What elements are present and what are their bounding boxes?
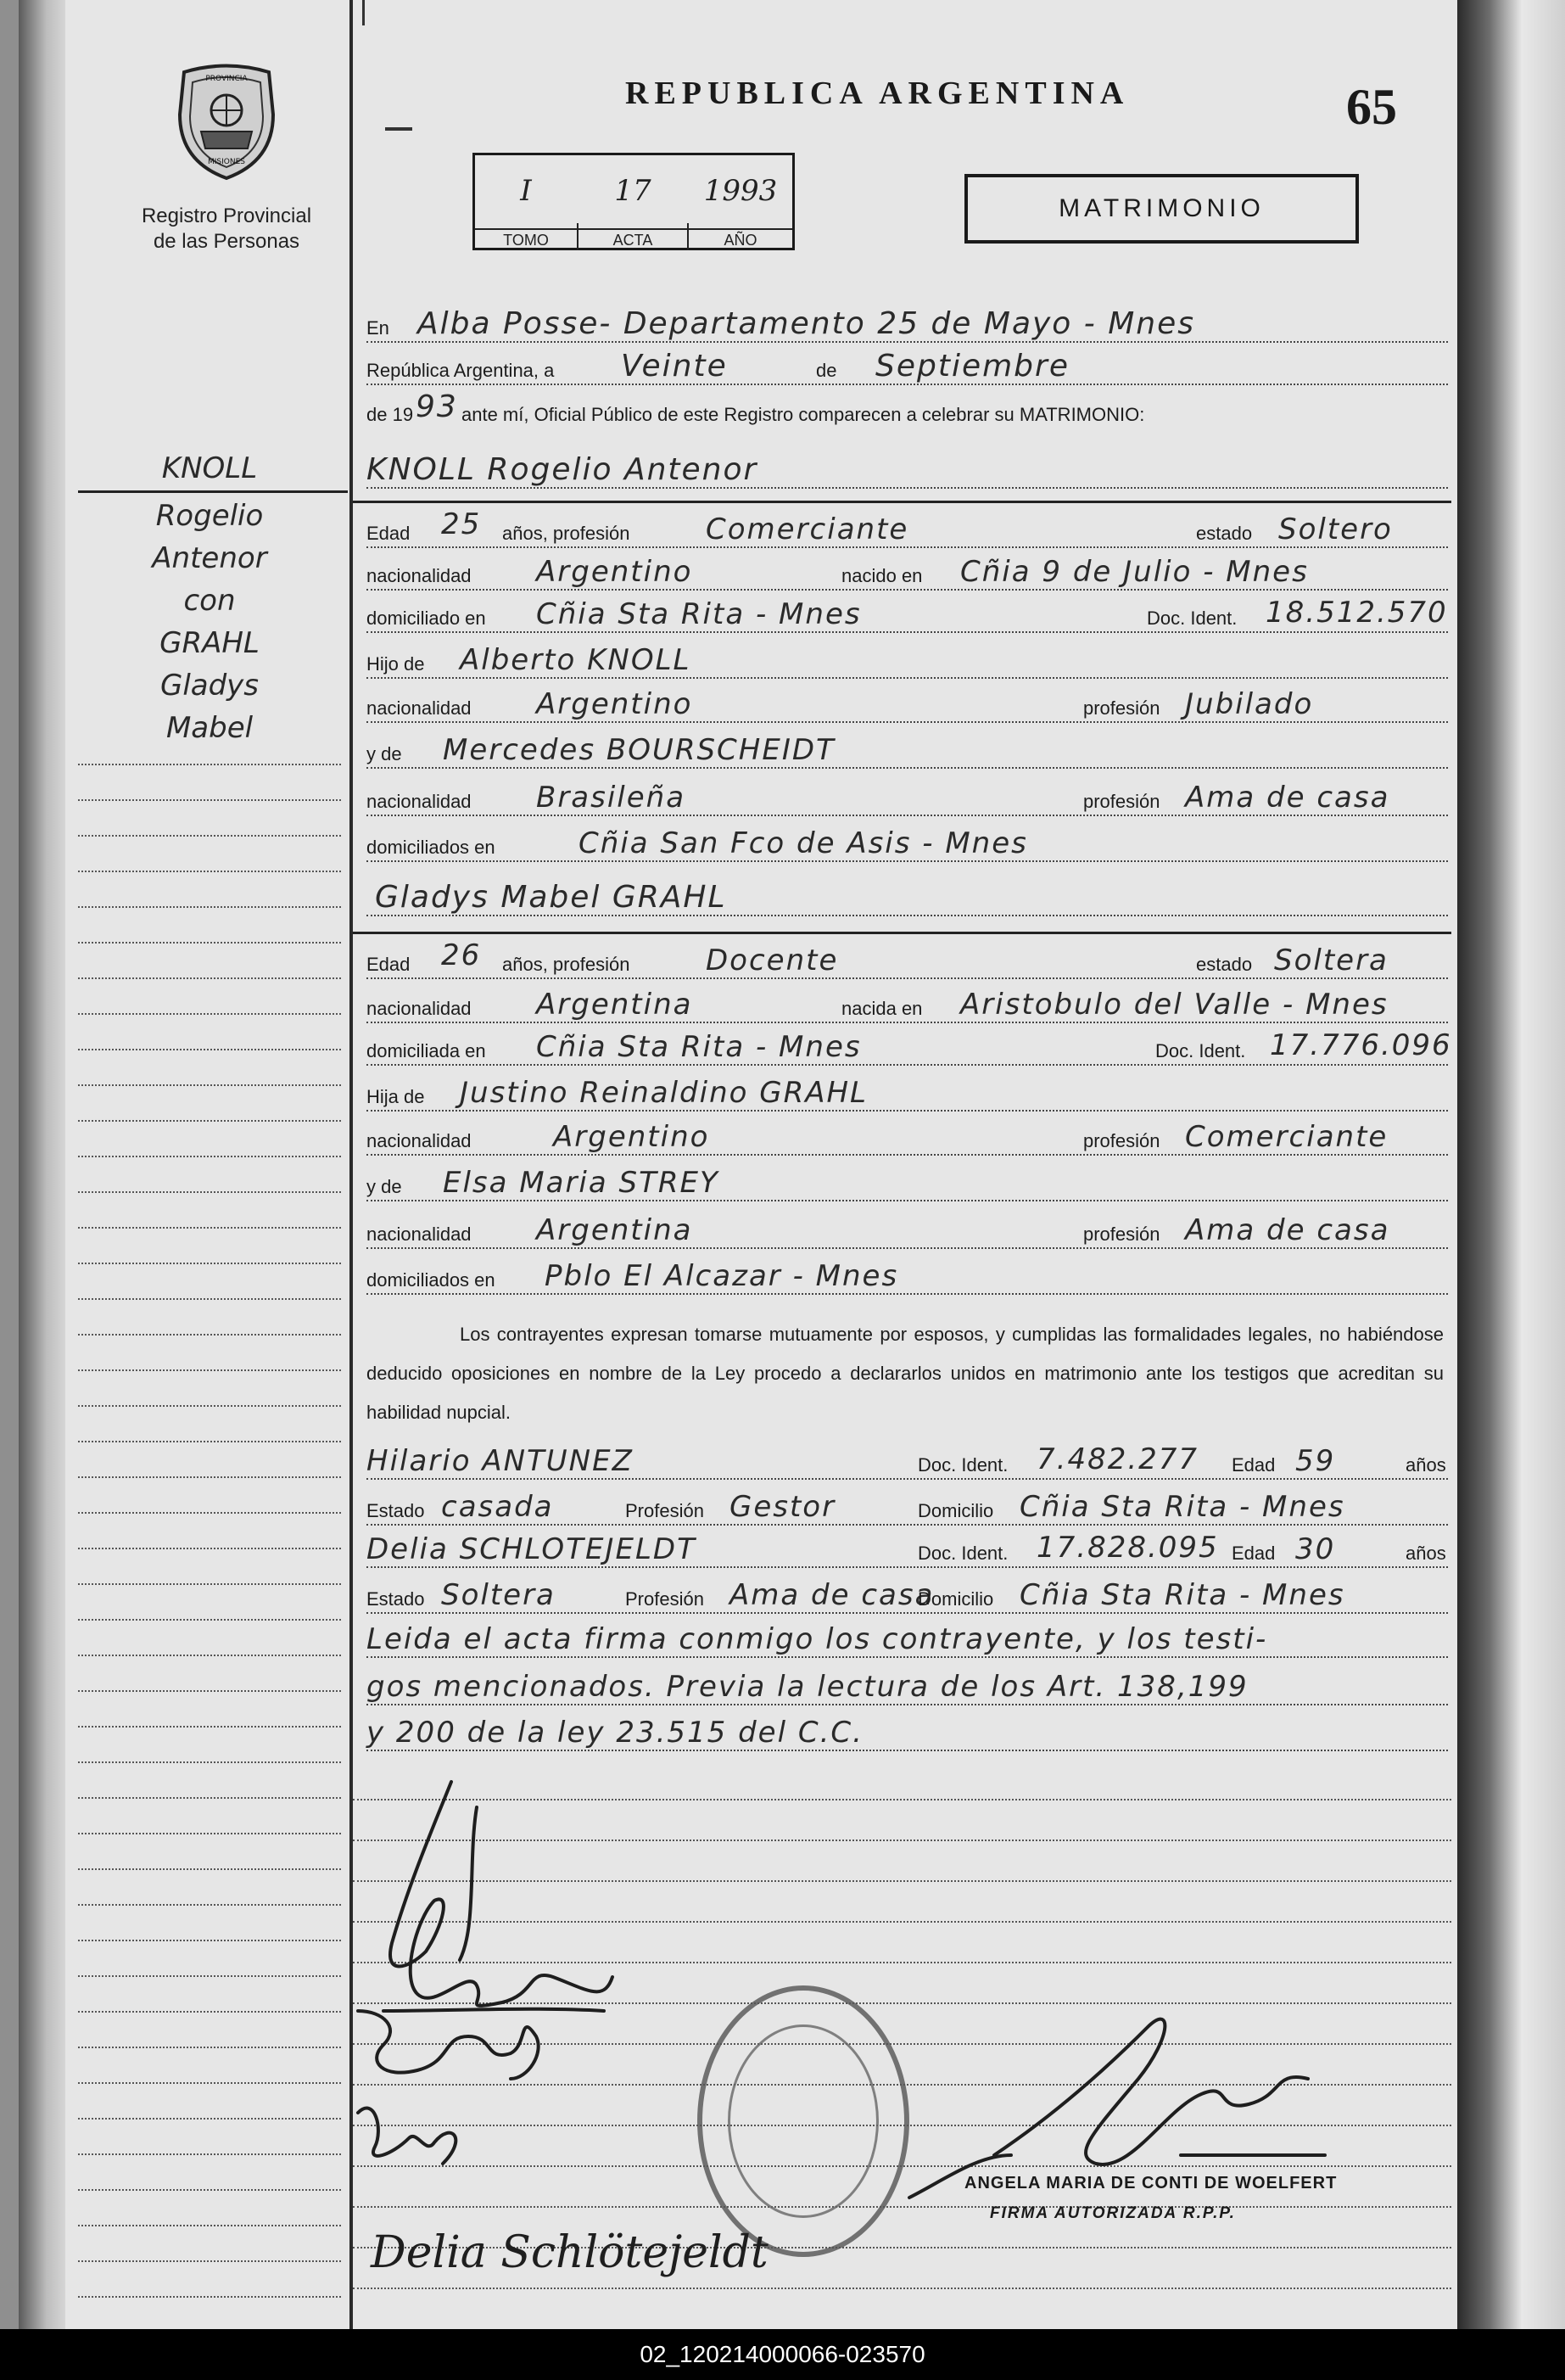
margin-ruled-line	[78, 1084, 341, 1086]
doc-label: Doc. Ident.	[1155, 1040, 1246, 1061]
anos-label: años	[1406, 1454, 1446, 1476]
margin-ruled-line	[78, 2082, 341, 2084]
dotted-line	[366, 977, 1448, 979]
month-value: Septiembre	[875, 349, 1070, 384]
witness-1-doc: 7.482.277	[1037, 1442, 1199, 1476]
bride-nacida-en: Aristobulo del Valle - Mnes	[960, 988, 1389, 1022]
margin-name-line: Mabel	[165, 711, 254, 745]
stamp-inner-ring	[728, 2024, 879, 2218]
margin-ruled-line	[78, 1690, 341, 1692]
margin-ruled-line	[78, 2189, 341, 2191]
closing-note-row	[366, 1714, 1448, 1756]
page-number: 65	[1346, 79, 1397, 135]
domicilio-label: Domicilio	[918, 1588, 994, 1610]
nacionalidad-label: nacionalidad	[366, 1224, 472, 1245]
margin-ruled-line	[78, 2260, 341, 2262]
officer-signature	[994, 2019, 1308, 2164]
margin-ruled-line	[78, 942, 341, 944]
bride-padres-domicilio: Pblo El Alcazar - Mnes	[545, 1259, 899, 1293]
dash-mark	[385, 127, 412, 131]
dotted-line	[366, 1478, 1448, 1480]
margin-ruled-line	[78, 835, 341, 837]
domicilio-label: domiciliada en	[366, 1040, 486, 1061]
dotted-line	[366, 487, 1448, 489]
margin-ruled-line	[78, 1904, 341, 1906]
witness-2-details-row	[366, 1576, 1448, 1619]
margin-name-line: Rogelio	[155, 499, 264, 533]
profesion-label: profesión	[1083, 1130, 1160, 1151]
acta-label: ACTA	[578, 228, 687, 242]
top-divider	[362, 0, 365, 25]
profesion-label: Profesión	[625, 1588, 704, 1610]
margin-ruled-line	[78, 2047, 341, 2048]
margin-ruled-line	[78, 1369, 341, 1371]
margin-ruled-line	[78, 1476, 341, 1478]
bride-full-name: Gladys Mabel GRAHL	[375, 880, 727, 915]
groom-doc: 18.512.570	[1266, 596, 1448, 630]
bride-estado: Soltera	[1274, 944, 1389, 977]
margin-ruled-line	[78, 977, 341, 979]
padres-dom-label: domiciliados en	[366, 1269, 495, 1291]
dotted-line	[366, 1064, 1448, 1066]
witness-1-signature	[358, 2108, 456, 2164]
profesion-label: años, profesión	[502, 523, 630, 544]
groom-padres-domicilio: Cñia San Fco de Asis - Mnes	[578, 826, 1028, 860]
margin-ruled-line	[78, 2118, 341, 2120]
margin-ruled-line	[78, 1975, 341, 1977]
nacionalidad-label: nacionalidad	[366, 791, 472, 812]
certificate-page	[19, 0, 1476, 2329]
dotted-line	[366, 1612, 1448, 1614]
dotted-line	[366, 1022, 1448, 1023]
bride-padre-profesion: Comerciante	[1185, 1120, 1389, 1154]
groom-mother-row	[366, 731, 1448, 774]
edad-label: Edad	[1232, 1543, 1276, 1564]
margin-ruled-line	[78, 1227, 341, 1229]
anos-label: años	[1406, 1543, 1446, 1564]
padre-label: Hija de	[366, 1086, 425, 1107]
nacido-label: nacido en	[841, 565, 923, 586]
anio-cell	[689, 155, 792, 250]
closing-note-line: gos mencionados. Previa la lectura de los Art. 138,199	[366, 1670, 1249, 1704]
dotted-line	[366, 860, 1448, 862]
intro-statement-row	[366, 389, 1448, 434]
margin-ruled-line	[78, 871, 341, 872]
place-value: Alba Posse- Departamento 25 de Mayo - Mnes	[417, 306, 1195, 341]
margin-ruled-line	[78, 1548, 341, 1549]
bride-doc: 17.776.096	[1270, 1028, 1452, 1062]
provincial-seal-icon	[167, 64, 286, 182]
groom-nacionalidad: Argentino	[536, 555, 693, 589]
declaration-text: Los contrayentes expresan tomarse mutuamente por esposos, y cumplidas las formalidades legales, no habiéndose deducido oposiciones en nombre de la Ley procedo a declararlos unidos en matrimonio ante los testigos que acreditan su habilidad nupcial.	[366, 1324, 1444, 1423]
domicilio-label: domiciliado en	[366, 608, 486, 629]
bride-madre-profesion: Ama de casa	[1185, 1213, 1390, 1247]
acta-value: 17	[614, 174, 651, 208]
margin-ruled-line	[78, 1334, 341, 1336]
groom-edad: 25	[441, 507, 482, 541]
margin-ruled-line	[78, 1191, 341, 1193]
groom-name-row	[366, 451, 1448, 494]
madre-label: y de	[366, 1176, 402, 1197]
margin-ruled-line	[78, 2296, 341, 2298]
margin-ruled-line	[78, 1405, 341, 1407]
svg-text:PROVINCIA: PROVINCIA	[205, 75, 248, 83]
groom-padre-profesion: Jubilado	[1185, 687, 1314, 721]
bride-edad: 26	[441, 938, 482, 972]
nacionalidad-label: nacionalidad	[366, 1130, 472, 1151]
groom-age-row	[366, 507, 1448, 553]
groom-nationality-row	[366, 553, 1448, 596]
bride-madre: Elsa Maria STREY	[443, 1166, 719, 1200]
day-value: Veinte	[621, 349, 728, 384]
officer-role: FIRMA AUTORIZADA R.P.P.	[990, 2204, 1236, 2222]
dotted-line	[366, 1656, 1448, 1658]
bride-mother-nationality-row	[366, 1212, 1448, 1254]
margin-ruled-line	[78, 1512, 341, 1514]
margin-name-line: Antenor	[152, 541, 267, 575]
margin-ruled-line	[78, 764, 341, 765]
margin-divider	[78, 490, 348, 493]
witness-2-name: Delia SCHLOTEJELDT	[366, 1532, 696, 1566]
nacionalidad-label: nacionalidad	[366, 998, 472, 1019]
bride-nationality-row	[366, 986, 1448, 1028]
groom-padre: Alberto KNOLL	[460, 643, 691, 677]
registry-name-line2: de las Personas	[153, 230, 300, 253]
dotted-line	[366, 546, 1448, 548]
closing-note-row	[366, 1621, 1448, 1663]
estado-label: Estado	[366, 1588, 425, 1610]
bride-domicile-row	[366, 1028, 1452, 1071]
witness-1-edad: 59	[1295, 1444, 1336, 1478]
margin-ruled-line	[78, 906, 341, 908]
margin-name-line: GRAHL	[159, 626, 260, 660]
acta-cell	[578, 155, 687, 250]
dotted-line	[366, 1200, 1448, 1201]
witness-1-row	[366, 1442, 1448, 1485]
closing-note-row	[366, 1668, 1448, 1711]
tomo-value: I	[520, 174, 532, 208]
margin-name-surname: KNOLL	[161, 451, 258, 485]
record-type-box: MATRIMONIO	[964, 174, 1359, 244]
margin-ruled-line	[78, 1761, 341, 1763]
groom-father-nationality-row	[366, 686, 1448, 728]
witness-2-signature: Delia Schlötejeldt	[371, 2227, 769, 2278]
bride-profesion: Docente	[706, 944, 839, 977]
margin-ruled-line	[78, 1797, 341, 1799]
edad-label: Edad	[1232, 1454, 1276, 1476]
margin-name-line: Gladys	[159, 669, 260, 703]
witness-1-name: Hilario ANTUNEZ	[366, 1444, 634, 1478]
witness-2-domicilio: Cñia Sta Rita - Mnes	[1020, 1578, 1345, 1612]
bride-domicilio: Cñia Sta Rita - Mnes	[536, 1030, 862, 1064]
bride-mother-row	[366, 1164, 1448, 1207]
estado-label: Estado	[366, 1500, 425, 1521]
doc-label: Doc. Ident.	[918, 1454, 1009, 1476]
dotted-line	[366, 384, 1448, 385]
margin-ruled-line	[78, 1298, 341, 1300]
margin-ruled-line	[78, 1156, 341, 1157]
bride-padre-nacionalidad: Argentino	[553, 1120, 710, 1154]
margin-ruled-line	[78, 2153, 341, 2155]
intro-place-row	[366, 305, 1448, 348]
nacionalidad-label: nacionalidad	[366, 565, 472, 586]
anio-value: 1993	[703, 174, 778, 208]
dotted-line	[366, 767, 1448, 769]
year-suffix: 93	[416, 389, 458, 424]
de-label: de	[816, 360, 837, 381]
en-label: En	[366, 317, 389, 339]
dotted-line	[366, 1524, 1448, 1526]
book-binding	[19, 0, 65, 2329]
groom-madre-profesion: Ama de casa	[1185, 781, 1390, 815]
scan-footer-id: 02_120214000066-023570	[0, 2329, 1565, 2380]
groom-mother-nationality-row	[366, 779, 1448, 821]
dotted-line	[366, 1750, 1448, 1751]
bride-age-row	[366, 938, 1448, 984]
groom-padre-nacionalidad: Argentino	[536, 687, 693, 721]
bride-nacionalidad: Argentina	[536, 988, 693, 1022]
groom-domicile-row	[366, 596, 1448, 638]
edad-label: Edad	[366, 523, 411, 544]
dotted-line	[366, 1110, 1448, 1112]
margin-ruled-line	[78, 1013, 341, 1015]
witness-2-row	[366, 1531, 1448, 1573]
margin-ruled-line	[78, 1049, 341, 1050]
margin-ruled-line	[78, 1833, 341, 1834]
profesion-label: años, profesión	[502, 954, 630, 975]
groom-parents-domicile-row	[366, 825, 1448, 867]
dotted-line	[366, 589, 1448, 591]
profesion-label: profesión	[1083, 697, 1160, 719]
book-edge	[1457, 0, 1565, 2329]
anio-label: AÑO	[689, 228, 792, 242]
dotted-line	[366, 815, 1448, 816]
groom-madre: Mercedes BOURSCHEIDT	[443, 733, 836, 767]
tomo-label: TOMO	[475, 228, 577, 242]
profesion-label: Profesión	[625, 1500, 704, 1521]
dotted-line	[366, 1566, 1448, 1568]
bride-father-row	[366, 1074, 1448, 1117]
dotted-line	[366, 341, 1448, 343]
year-prefix: de 19	[366, 404, 414, 425]
margin-ruled-line	[78, 2225, 341, 2226]
margin-ruled-line	[78, 1583, 341, 1585]
witness-1-details-row	[366, 1488, 1448, 1531]
witness-2-edad: 30	[1295, 1532, 1336, 1566]
padres-dom-label: domiciliados en	[366, 837, 495, 858]
tomo-cell	[475, 155, 577, 250]
dotted-line	[366, 1293, 1448, 1295]
svg-text:MISIONES: MISIONES	[207, 158, 246, 166]
official-stamp	[697, 1985, 909, 2257]
closing-note-line: y 200 de la ley 23.515 del C.C.	[366, 1716, 864, 1750]
margin-ruled-line	[78, 799, 341, 801]
estado-label: estado	[1196, 523, 1253, 544]
country-heading: REPUBLICA ARGENTINA	[625, 76, 1130, 111]
section-rule	[353, 501, 1451, 503]
edad-label: Edad	[366, 954, 411, 975]
dotted-line	[366, 1247, 1448, 1249]
dotted-line	[366, 631, 1448, 633]
groom-domicilio: Cñia Sta Rita - Mnes	[536, 597, 862, 631]
doc-label: Doc. Ident.	[1147, 608, 1238, 629]
witness-1-estado: casada	[441, 1490, 554, 1524]
witness-1-domicilio: Cñia Sta Rita - Mnes	[1020, 1490, 1345, 1524]
groom-signature-flourish	[383, 1807, 604, 2011]
bride-father-nationality-row	[366, 1118, 1448, 1161]
margin-ruled-line	[78, 2011, 341, 2013]
witness-2-doc: 17.828.095	[1037, 1531, 1219, 1565]
statement-text: ante mí, Oficial Público de este Registro comparecen a celebrar su MATRIMONIO:	[461, 404, 1145, 425]
bride-madre-nacionalidad: Argentina	[536, 1213, 693, 1247]
groom-full-name: KNOLL Rogelio Antenor	[366, 452, 758, 487]
closing-note-line: Leida el acta firma conmigo los contrayente, y los testi-	[366, 1622, 1268, 1656]
record-reference-box	[472, 153, 795, 250]
nacida-label: nacida en	[841, 998, 923, 1019]
nacionalidad-label: nacionalidad	[366, 697, 472, 719]
witness-2-estado: Soltera	[441, 1578, 556, 1612]
profesion-label: profesión	[1083, 791, 1160, 812]
section-rule	[353, 932, 1451, 934]
margin-name-line: con	[183, 584, 236, 618]
margin-ruled-line	[78, 1868, 341, 1870]
officer-name: ANGELA MARIA DE CONTI DE WOELFERT	[964, 2174, 1338, 2192]
margin-ruled-line	[78, 1441, 341, 1442]
margin-ruled-line	[78, 1263, 341, 1264]
dotted-line	[366, 721, 1448, 723]
bride-padre: Justino Reinaldino GRAHL	[460, 1076, 868, 1110]
registry-name-line1: Registro Provincial	[141, 204, 312, 227]
padre-label: Hijo de	[366, 653, 425, 675]
dotted-line	[366, 677, 1448, 679]
witness-1-profesion: Gestor	[729, 1490, 836, 1524]
republica-label: República Argentina, a	[366, 360, 555, 381]
intro-date-row	[366, 348, 1448, 390]
groom-signature	[390, 1782, 612, 2006]
doc-label: Doc. Ident.	[918, 1543, 1009, 1564]
dotted-line	[366, 1154, 1448, 1156]
registry-name	[99, 204, 354, 255]
groom-madre-nacionalidad: Brasileña	[536, 781, 686, 815]
margin-ruled-line	[78, 1655, 341, 1656]
margin-ruled-line	[78, 1726, 341, 1728]
margin-ruled-line	[78, 1940, 341, 1941]
signatures-area	[333, 1756, 1435, 2299]
bride-name-row	[366, 879, 1448, 921]
groom-nacido-en: Cñia 9 de Julio - Mnes	[960, 555, 1309, 589]
domicilio-label: Domicilio	[918, 1500, 994, 1521]
dotted-line	[366, 915, 1448, 916]
bride-parents-domicile-row	[366, 1257, 1448, 1300]
groom-estado: Soltero	[1278, 512, 1393, 546]
profesion-label: profesión	[1083, 1224, 1160, 1245]
estado-label: estado	[1196, 954, 1253, 975]
margin-ruled-line	[78, 1619, 341, 1621]
groom-profesion: Comerciante	[706, 512, 909, 546]
groom-father-row	[366, 641, 1448, 684]
margin-ruled-line	[78, 1120, 341, 1122]
bride-signature	[358, 2011, 539, 2079]
witness-2-profesion: Ama de casa	[729, 1578, 935, 1612]
madre-label: y de	[366, 743, 402, 764]
dotted-line	[366, 1704, 1448, 1705]
